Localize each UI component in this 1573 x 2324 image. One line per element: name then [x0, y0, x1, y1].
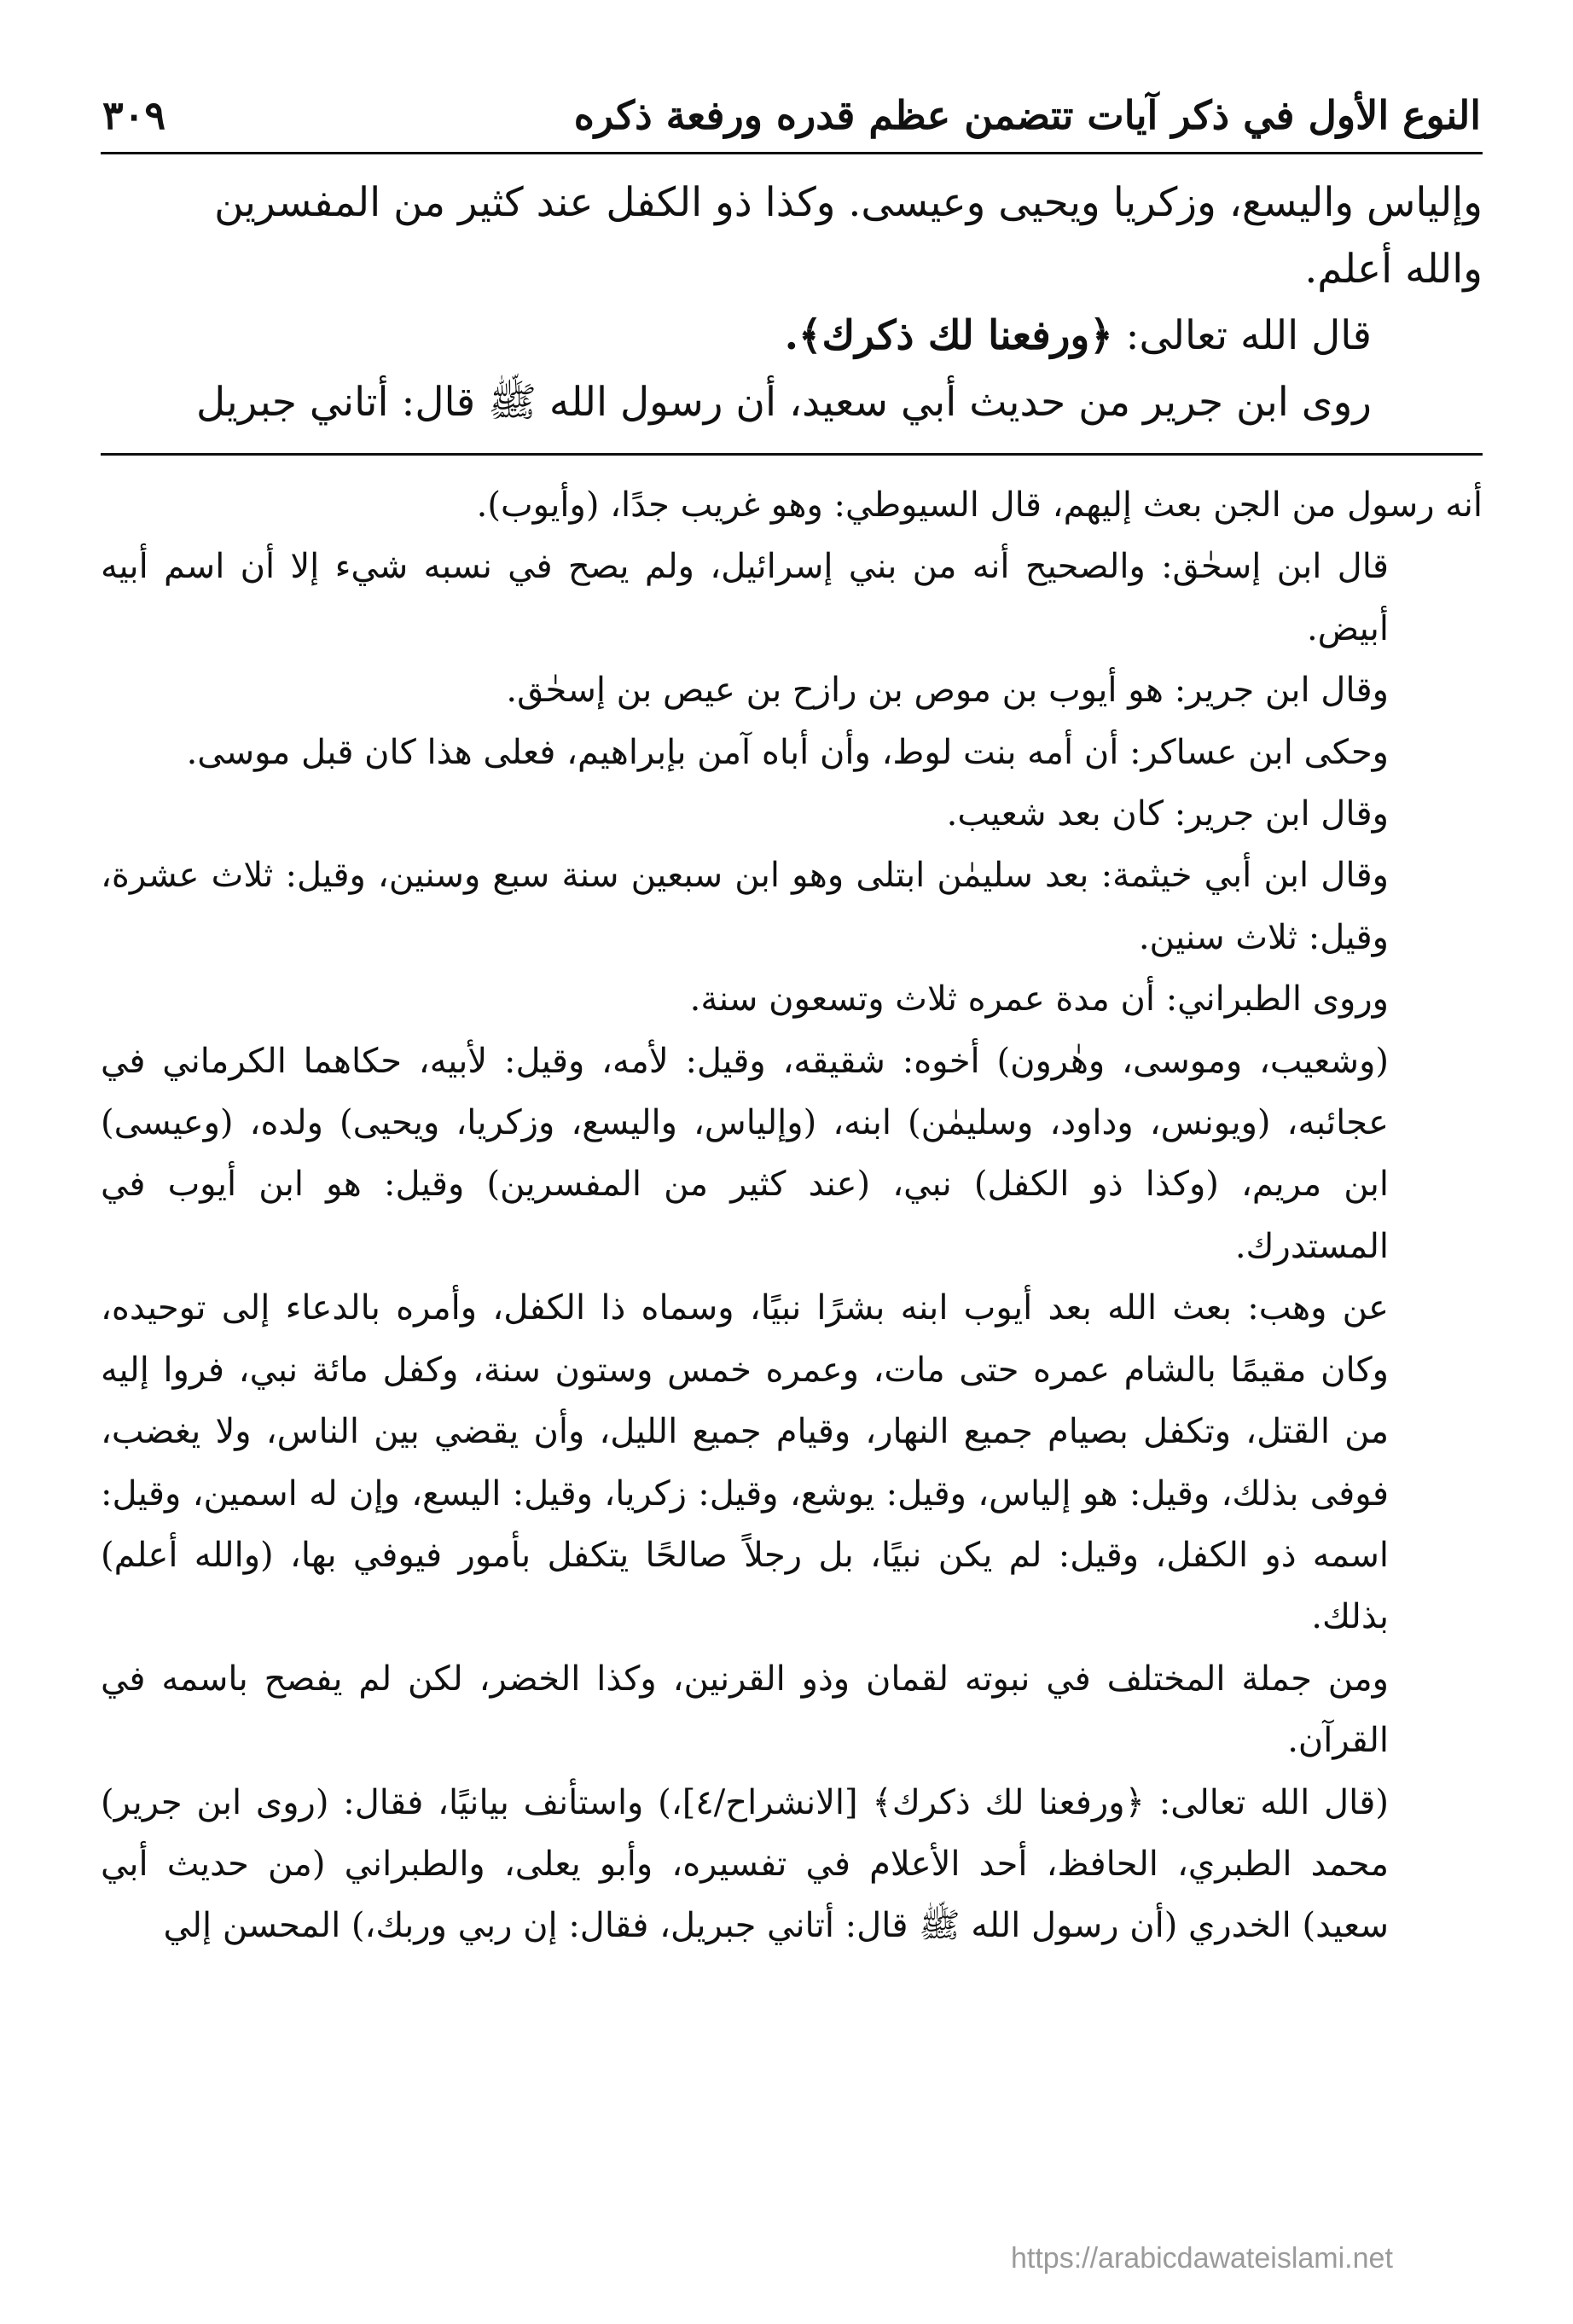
commentary-para-1: أنه رسول من الجن بعث إليهم، قال السيوطي: وهو غريب جدًا، (وأيوب).: [476, 485, 1483, 525]
quran-verse: ﴿ورفعنا لك ذكرك﴾.: [784, 312, 1113, 359]
header-rule: [101, 152, 1483, 154]
watermark-url: https://arabicdawateislami.net: [1011, 2242, 1393, 2275]
page-number: ٣٠٩: [102, 92, 166, 138]
main-line-4: روى ابن جرير من حديث أبي سعيد، أن رسول الله ﷺ قال: أتاني جبريل: [196, 379, 1372, 426]
verse-line: [101, 303, 1483, 369]
commentary-para-10: ومن جملة المختلف في نبوته لقمان وذو القرنين، وكذا الخضر، لكن لم يفصح باسمه في القرآن.: [101, 1659, 1389, 1761]
verse-intro: قال الله تعالى:: [1112, 312, 1372, 359]
running-header: [101, 81, 1483, 145]
commentary: [101, 474, 1483, 1957]
commentary-para-7: وروى الطبراني: أن مدة عمره ثلاث وتسعون سنة.: [689, 979, 1389, 1020]
main-line-2: والله أعلم.: [1304, 246, 1483, 293]
commentary-rule: [101, 453, 1483, 456]
commentary-para-6: وقال ابن أبي خيثمة: بعد سليمٰن ابتلى وهو ابن سبعين سنة سبع وسنين، وقيل: ثلاث عشرة، وقيل: ثلاث سنين.: [101, 856, 1389, 957]
chapter-title: النوع الأول في ذكر آيات تتضمن عظم قدره ورفعة ذكره: [573, 92, 1481, 138]
commentary-para-9: عن وهب: بعث الله بعد أيوب ابنه بشرًا نبيًا، وسماه ذا الكفل، وأمره بالدعاء إلى توحيده، وكان مقيمًا بالشام عمره حتى مات، وعمره خمس وستون سنة، وكفل مائة نبي، فروا إليه من القتل، وتكفل بصيام جميع النهار، وقيام جميع الليل، وأن يقضي بين الناس، ولا يغضب، فوفى بذلك، وقيل: هو إلياس، وقيل: يوشع، وقيل: زكريا، وقيل: اليسع، وإن له اسمين، وقيل: اسمه ذو الكفل، وقيل: لم يكن نبيًا، بل رجلاً صالحًا يتكفل بأمور فيوفي بها، (والله أعلم) بذلك.: [101, 1288, 1389, 1637]
main-line-1: وإلياس واليسع، وزكريا ويحيى وعيسى. وكذا ذو الكفل عند كثير من المفسرين: [214, 179, 1483, 226]
commentary-para-2: قال ابن إسحٰق: والصحيح أنه من بني إسرائيل، ولم يصح في نسبه شيء إلا أن اسم أبيه أبيض.: [101, 547, 1389, 648]
main-text: [101, 170, 1483, 436]
commentary-para-5: وقال ابن جرير: كان بعد شعيب.: [946, 794, 1389, 834]
commentary-para-3: وقال ابن جرير: هو أيوب بن موص بن رازح بن عيص بن إسحٰق.: [506, 671, 1389, 711]
book-page: [101, 81, 1483, 2282]
commentary-para-8: (وشعيب، وموسى، وهٰرون) أخوه: شقيقه، وقيل: لأمه، وقيل: لأبيه، حكاهما الكرماني في عجائبه، (ويونس، وداود، وسليمٰن) ابنه، (وإلياس، واليسع، وزكريا، ويحيى) ولده، (وعيسى) ابن مريم، (وكذا ذو الكفل) نبي، (عند كثير من المفسرين) وقيل: هو ابن أيوب في المستدرك.: [101, 1041, 1389, 1266]
commentary-para-11: (قال الله تعالى: ﴿ورفعنا لك ذكرك﴾ [الانشراح/٤]،) واستأنف بيانيًا، فقال: (روى ابن جرير) محمد الطبري، الحافظ، أحد الأعلام في تفسيره، وأبو يعلى، والطبراني (من حديث أبي سعيد) الخدري (أن رسول الله ﷺ قال: أتاني جبريل، فقال: إن ربي وربك،) المحسن إلي: [101, 1782, 1389, 1946]
commentary-para-4: وحكى ابن عساكر: أن أمه بنت لوط، وأن أباه آمن بإبراهيم، فعلى هذا كان قبل موسى.: [186, 732, 1389, 772]
